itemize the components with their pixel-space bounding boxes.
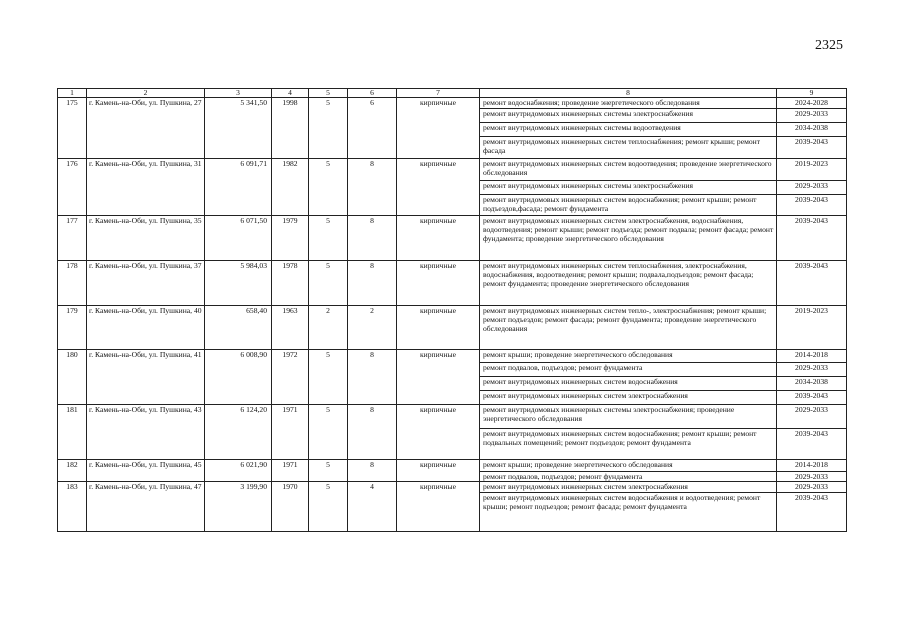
cell-area: 6 021,90 bbox=[205, 460, 272, 482]
cell-work-type: ремонт внутридомовых инженерных систем водоснабжения bbox=[480, 377, 777, 391]
cell-address: г. Камень-на-Оби, ул. Пушкина, 27 bbox=[87, 98, 205, 159]
cell-work-type: ремонт внутридомовых инженерных систем электроснабжения bbox=[480, 391, 777, 405]
cell-year: 1979 bbox=[272, 216, 309, 261]
cell-area: 6 124,20 bbox=[205, 405, 272, 460]
cell-year: 1982 bbox=[272, 159, 309, 216]
cell-work-type: ремонт крыши; проведение энергетического обследования bbox=[480, 460, 777, 472]
cell-entrances: 2 bbox=[348, 306, 397, 350]
cell-work-type: ремонт водоснабжения; проведение энергетического обследования bbox=[480, 98, 777, 109]
header-col-7: 7 bbox=[397, 89, 480, 98]
cell-entrances: 8 bbox=[348, 261, 397, 306]
cell-number: 177 bbox=[58, 216, 87, 261]
cell-period: 2034-2038 bbox=[777, 377, 847, 391]
header-col-9: 9 bbox=[777, 89, 847, 98]
cell-number: 179 bbox=[58, 306, 87, 350]
cell-entrances: 8 bbox=[348, 216, 397, 261]
table-row bbox=[58, 261, 847, 306]
cell-floors: 5 bbox=[309, 261, 348, 306]
cell-area: 6 071,50 bbox=[205, 216, 272, 261]
table-row bbox=[58, 98, 847, 109]
cell-period: 2039-2043 bbox=[777, 137, 847, 159]
cell-address: г. Камень-на-Оби, ул. Пушкина, 43 bbox=[87, 405, 205, 460]
cell-year: 1972 bbox=[272, 350, 309, 405]
cell-work-type: ремонт подвалов, подъездов; ремонт фундамента bbox=[480, 472, 777, 482]
cell-work-type: ремонт внутридомовых инженерных систем теплоснабжения, электроснабжения, водоснабжения, водоотведения; ремонт крыши; подвала,подъездов; ремонт фасада; ремонт фундамента; проведение энергетического обследования bbox=[480, 261, 777, 306]
cell-entrances: 8 bbox=[348, 460, 397, 482]
cell-number: 175 bbox=[58, 98, 87, 159]
header-col-2: 2 bbox=[87, 89, 205, 98]
cell-area: 3 199,90 bbox=[205, 482, 272, 532]
cell-period: 2029-2033 bbox=[777, 472, 847, 482]
cell-year: 1998 bbox=[272, 98, 309, 159]
cell-area: 658,40 bbox=[205, 306, 272, 350]
table-row bbox=[58, 460, 847, 472]
cell-entrances: 8 bbox=[348, 350, 397, 405]
cell-work-type: ремонт внутридомовых инженерных системы электроснабжения bbox=[480, 181, 777, 195]
cell-year: 1978 bbox=[272, 261, 309, 306]
header-col-8: 8 bbox=[480, 89, 777, 98]
cell-floors: 5 bbox=[309, 482, 348, 532]
cell-address: г. Камень-на-Оби, ул. Пушкина, 37 bbox=[87, 261, 205, 306]
cell-period: 2019-2023 bbox=[777, 159, 847, 181]
cell-material: кирпичные bbox=[397, 405, 480, 460]
cell-address: г. Камень-на-Оби, ул. Пушкина, 47 bbox=[87, 482, 205, 532]
cell-floors: 5 bbox=[309, 159, 348, 216]
cell-number: 178 bbox=[58, 261, 87, 306]
cell-floors: 5 bbox=[309, 460, 348, 482]
table-row bbox=[58, 482, 847, 493]
cell-floors: 5 bbox=[309, 405, 348, 460]
cell-number: 176 bbox=[58, 159, 87, 216]
cell-floors: 5 bbox=[309, 98, 348, 159]
cell-work-type: ремонт внутридомовых инженерных систем тепло-, электроснабжения; ремонт крыши; ремонт подъездов; ремонт фасада; ремонт фундамента; проведение энергетического обследования bbox=[480, 306, 777, 350]
table-row bbox=[58, 306, 847, 350]
cell-number: 182 bbox=[58, 460, 87, 482]
repair-schedule-table bbox=[57, 88, 847, 532]
cell-period: 2019-2023 bbox=[777, 306, 847, 350]
cell-area: 6 008,90 bbox=[205, 350, 272, 405]
cell-material: кирпичные bbox=[397, 159, 480, 216]
header-col-3: 3 bbox=[205, 89, 272, 98]
cell-material: кирпичные bbox=[397, 216, 480, 261]
cell-area: 5 984,03 bbox=[205, 261, 272, 306]
cell-year: 1970 bbox=[272, 482, 309, 532]
cell-period: 2029-2033 bbox=[777, 109, 847, 123]
table-row bbox=[58, 216, 847, 261]
cell-work-type: ремонт внутридомовых инженерных систем электроснабжения bbox=[480, 482, 777, 493]
cell-period: 2039-2043 bbox=[777, 429, 847, 460]
cell-number: 180 bbox=[58, 350, 87, 405]
cell-period: 2029-2033 bbox=[777, 405, 847, 429]
cell-work-type: ремонт внутридомовых инженерных систем электроснабжения, водоснабжения, водоотведения; ремонт крыши; ремонт подъезда; ремонт подвала; ремонт фасада; ремонт фундамента; проведение энергетического обследования bbox=[480, 216, 777, 261]
cell-address: г. Камень-на-Оби, ул. Пушкина, 41 bbox=[87, 350, 205, 405]
table-body bbox=[58, 98, 847, 532]
cell-work-type: ремонт внутридомовых инженерных системы электроснабжения; проведение энергетического обследования bbox=[480, 405, 777, 429]
cell-material: кирпичные bbox=[397, 460, 480, 482]
header-col-1: 1 bbox=[58, 89, 87, 98]
cell-period: 2039-2043 bbox=[777, 216, 847, 261]
cell-work-type: ремонт внутридомовых инженерных системы водоотведения bbox=[480, 123, 777, 137]
header-col-5: 5 bbox=[309, 89, 348, 98]
cell-work-type: ремонт внутридомовых инженерных системы электроснабжения bbox=[480, 109, 777, 123]
cell-period: 2014-2018 bbox=[777, 350, 847, 363]
cell-floors: 5 bbox=[309, 216, 348, 261]
cell-floors: 2 bbox=[309, 306, 348, 350]
cell-entrances: 6 bbox=[348, 98, 397, 159]
table-row bbox=[58, 350, 847, 363]
cell-address: г. Камень-на-Оби, ул. Пушкина, 35 bbox=[87, 216, 205, 261]
cell-year: 1971 bbox=[272, 460, 309, 482]
page-number: 2325 bbox=[815, 38, 843, 53]
cell-work-type: ремонт внутридомовых инженерных систем водоснабжения; ремонт крыши; ремонт подъездов,фасада; ремонт фундамента bbox=[480, 195, 777, 216]
cell-period: 2039-2043 bbox=[777, 391, 847, 405]
cell-work-type: ремонт внутридомовых инженерных систем водоснабжения; ремонт крыши; ремонт подвальных помещений; ремонт подъездов; ремонт фундамента bbox=[480, 429, 777, 460]
cell-material: кирпичные bbox=[397, 306, 480, 350]
cell-period: 2039-2043 bbox=[777, 261, 847, 306]
cell-material: кирпичные bbox=[397, 98, 480, 159]
cell-material: кирпичные bbox=[397, 350, 480, 405]
cell-entrances: 4 bbox=[348, 482, 397, 532]
cell-floors: 5 bbox=[309, 350, 348, 405]
cell-number: 183 bbox=[58, 482, 87, 532]
cell-period: 2029-2033 bbox=[777, 181, 847, 195]
header-row bbox=[58, 89, 847, 98]
cell-entrances: 8 bbox=[348, 405, 397, 460]
cell-work-type: ремонт внутридомовых инженерных систем водоотведения; проведение энергетического обследования bbox=[480, 159, 777, 181]
cell-address: г. Камень-на-Оби, ул. Пушкина, 31 bbox=[87, 159, 205, 216]
cell-work-type: ремонт крыши; проведение энергетического обследования bbox=[480, 350, 777, 363]
cell-period: 2039-2043 bbox=[777, 493, 847, 532]
cell-period: 2034-2038 bbox=[777, 123, 847, 137]
header-col-6: 6 bbox=[348, 89, 397, 98]
cell-work-type: ремонт внутридомовых инженерных систем теплоснабжения; ремонт крыши; ремонт фасада bbox=[480, 137, 777, 159]
cell-period: 2029-2033 bbox=[777, 482, 847, 493]
cell-material: кирпичные bbox=[397, 482, 480, 532]
cell-year: 1963 bbox=[272, 306, 309, 350]
cell-work-type: ремонт внутридомовых инженерных систем водоснабжения и водоотведения; ремонт крыши; ремонт подъездов; ремонт фасада; ремонт фундамента bbox=[480, 493, 777, 532]
cell-number: 181 bbox=[58, 405, 87, 460]
header-col-4: 4 bbox=[272, 89, 309, 98]
cell-address: г. Камень-на-Оби, ул. Пушкина, 40 bbox=[87, 306, 205, 350]
cell-year: 1971 bbox=[272, 405, 309, 460]
cell-period: 2039-2043 bbox=[777, 195, 847, 216]
table-row bbox=[58, 159, 847, 181]
cell-area: 6 091,71 bbox=[205, 159, 272, 216]
cell-material: кирпичные bbox=[397, 261, 480, 306]
cell-period: 2029-2033 bbox=[777, 363, 847, 377]
cell-period: 2014-2018 bbox=[777, 460, 847, 472]
table-row bbox=[58, 405, 847, 429]
cell-work-type: ремонт подвалов, подъездов; ремонт фундамента bbox=[480, 363, 777, 377]
cell-entrances: 8 bbox=[348, 159, 397, 216]
cell-address: г. Камень-на-Оби, ул. Пушкина, 45 bbox=[87, 460, 205, 482]
cell-area: 5 341,50 bbox=[205, 98, 272, 159]
cell-period: 2024-2028 bbox=[777, 98, 847, 109]
